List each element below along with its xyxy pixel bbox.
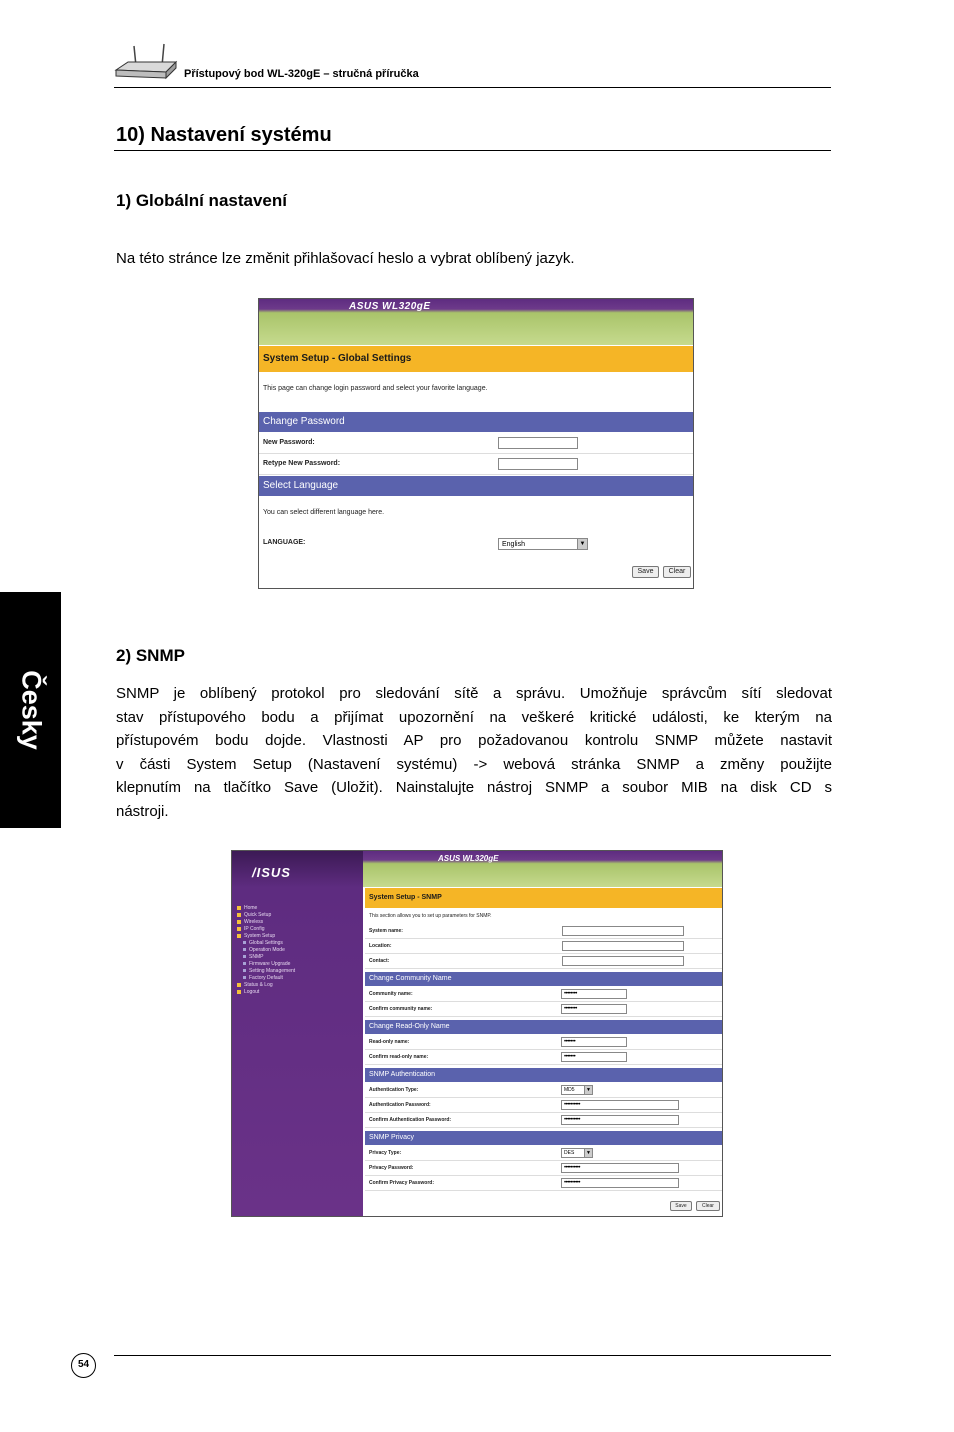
snmp-screenshot: [231, 850, 723, 1217]
privacy-heading: SNMP Privacy: [365, 1131, 722, 1145]
bullet-icon: [243, 948, 246, 951]
community-input[interactable]: ••••••••: [561, 989, 627, 999]
side-tab-label: Česky: [16, 670, 46, 750]
sidebar-item-label: Factory Default: [249, 975, 283, 981]
page-note: This page can change login password and select your favorite language.: [263, 385, 488, 392]
community-label: Community name:: [369, 991, 413, 997]
sidebar-item-label: Logout: [244, 989, 260, 995]
readonly-label: Read-only name:: [369, 1039, 410, 1045]
bullet-icon: [237, 983, 241, 987]
subsection-title-global: 1) Globální nastavení: [116, 191, 287, 210]
subsection-title-snmp: 2) SNMP: [116, 646, 185, 665]
language-value: English: [502, 541, 525, 548]
privacy-type-label: Privacy Type:: [369, 1150, 402, 1156]
auth-type-row: [365, 1083, 722, 1098]
section-title: 10) Nastavení systému: [116, 124, 332, 146]
confirm-readonly-input[interactable]: •••••••: [561, 1052, 627, 1062]
sidebar-item[interactable]: [237, 940, 295, 947]
community-row: [365, 987, 722, 1002]
auth-confirm-input[interactable]: ••••••••••: [561, 1115, 679, 1125]
privacy-type-value: DES: [564, 1150, 575, 1156]
auth-password-label: Authentication Password:: [369, 1102, 431, 1108]
language-select[interactable]: [498, 538, 588, 550]
bullet-icon: [237, 906, 241, 910]
contact-row: [365, 954, 722, 969]
snmp-line: SNMP je oblíbený protokol pro sledování sítě a správu. Umožňuje správcům sítí sledovat: [116, 685, 832, 702]
sidebar-item-label: Wireless: [244, 919, 264, 925]
new-password-row: [259, 433, 693, 454]
bullet-icon: [243, 976, 246, 979]
bullet-icon: [243, 969, 246, 972]
privacy-password-row: [365, 1161, 722, 1176]
page-title: System Setup - Global Settings: [259, 346, 693, 372]
privacy-password-label: Privacy Password:: [369, 1165, 414, 1171]
privacy-type-row: [365, 1146, 722, 1161]
chevron-down-icon: ▼: [584, 1086, 592, 1094]
sidebar-item[interactable]: [237, 919, 295, 926]
privacy-confirm-row: [365, 1176, 722, 1191]
auth-password-input[interactable]: ••••••••••: [561, 1100, 679, 1110]
retype-password-row: [259, 454, 693, 475]
sidebar-item[interactable]: [237, 926, 295, 933]
sidebar-item[interactable]: [237, 982, 295, 989]
select-language-heading: Select Language: [259, 476, 693, 496]
sidebar-item[interactable]: [237, 954, 295, 961]
page-number: 54: [71, 1353, 96, 1378]
sidebar-nav: [232, 851, 363, 1216]
sidebar-item[interactable]: [237, 905, 295, 912]
asus-logo: /ISUS: [252, 865, 291, 880]
snmp-line: přístupovém bodu dojde. Vlastnosti AP pro požadovanou kontrolu SNMP můžete nastavit: [116, 732, 832, 749]
contact-input[interactable]: [562, 956, 684, 966]
confirm-community-row: [365, 1002, 722, 1017]
save-button[interactable]: Save: [632, 566, 659, 578]
banner-title: ASUS WL320gE: [438, 854, 499, 863]
new-password-input[interactable]: [498, 437, 578, 449]
screenshot-banner: [259, 299, 693, 345]
readonly-row: [365, 1035, 722, 1050]
privacy-confirm-input[interactable]: ••••••••••: [561, 1178, 679, 1188]
contact-label: Contact:: [369, 958, 390, 964]
bullet-icon: [237, 920, 241, 924]
retype-password-label: Retype New Password:: [263, 460, 341, 467]
auth-confirm-label: Confirm Authentication Password:: [369, 1117, 452, 1123]
language-side-tab: [0, 592, 61, 828]
auth-heading: SNMP Authentication: [365, 1068, 722, 1082]
auth-password-row: [365, 1098, 722, 1113]
section-divider: [114, 150, 831, 151]
footer-divider: [114, 1355, 831, 1356]
banner-title: ASUS WL320gE: [349, 301, 431, 312]
snmp-line: v části System Setup (Nastavení systému) -> webová stránka SNMP a změny použijte: [116, 755, 832, 773]
sidebar-item-label: Firmware Upgrade: [249, 961, 291, 967]
sidebar-item[interactable]: [237, 975, 295, 982]
confirm-community-input[interactable]: ••••••••: [561, 1004, 627, 1014]
header-title: Přístupový bod WL-320gE – stručná příručka: [184, 68, 419, 80]
bullet-icon: [237, 927, 241, 931]
bullet-icon: [243, 941, 246, 944]
system-name-row: [365, 924, 722, 939]
router-icon: [114, 42, 178, 82]
sidebar-item-label: Operation Mode: [249, 947, 285, 953]
sidebar-item-label: SNMP: [249, 954, 264, 960]
location-input[interactable]: [562, 941, 684, 951]
system-name-label: System name:: [369, 928, 403, 934]
sidebar-item-label: System Setup: [244, 933, 276, 939]
location-row: [365, 939, 722, 954]
sidebar-item-label: Quick Setup: [244, 912, 272, 918]
auth-type-label: Authentication Type:: [369, 1087, 419, 1093]
sidebar-item-label: Home: [244, 905, 258, 911]
confirm-community-label: Confirm community name:: [369, 1006, 433, 1012]
clear-button[interactable]: Clear: [663, 566, 691, 578]
sidebar-item-label: Status & Log: [244, 982, 273, 988]
snmp-paragraph: [116, 682, 832, 823]
subsection-text-global: Na této stránce lze změnit přihlašovací heslo a vybrat oblíbený jazyk.: [116, 250, 575, 267]
community-heading: Change Community Name: [365, 972, 722, 986]
chevron-down-icon: ▼: [577, 539, 587, 549]
screenshot-banner: [363, 851, 722, 887]
privacy-type-select[interactable]: [561, 1148, 593, 1158]
privacy-password-input[interactable]: ••••••••••: [561, 1163, 679, 1173]
readonly-input[interactable]: •••••••: [561, 1037, 627, 1047]
bullet-icon: [243, 962, 246, 965]
sidebar-item-label: IP Config: [244, 926, 265, 932]
snmp-line: stav přístupového bodu a přijímat upozornění na veškeré kritické události, ke kterým na: [116, 708, 832, 726]
snmp-line: klepnutím na tlačítko Save (Uložit). Nainstalujte nástroj SNMP a soubor MIB na disk CD s: [116, 779, 832, 796]
sidebar-item[interactable]: [237, 968, 295, 975]
sidebar-item[interactable]: [237, 961, 295, 968]
auth-type-select[interactable]: [561, 1085, 593, 1095]
page-title: System Setup - SNMP: [365, 888, 722, 908]
sidebar-item[interactable]: [237, 989, 295, 996]
bullet-icon: [237, 913, 241, 917]
sidebar-menu: [237, 905, 295, 996]
bullet-icon: [243, 955, 246, 958]
sidebar-item[interactable]: [237, 947, 295, 954]
sidebar-item[interactable]: [237, 912, 295, 919]
chevron-down-icon: ▼: [584, 1149, 592, 1157]
location-label: Location:: [369, 943, 392, 949]
sidebar-item[interactable]: [237, 933, 295, 940]
snmp-line: nástroji.: [116, 802, 169, 820]
bullet-icon: [237, 934, 241, 938]
save-button[interactable]: Save: [670, 1201, 692, 1211]
auth-type-value: MD5: [564, 1087, 575, 1093]
retype-password-input[interactable]: [498, 458, 578, 470]
language-label: LANGUAGE:: [263, 539, 306, 546]
bullet-icon: [237, 990, 241, 994]
new-password-label: New Password:: [263, 439, 315, 446]
global-settings-screenshot: [258, 298, 694, 589]
sidebar-item-label: Global Settings: [249, 940, 283, 946]
readonly-heading: Change Read-Only Name: [365, 1020, 722, 1034]
confirm-readonly-row: [365, 1050, 722, 1065]
privacy-confirm-label: Confirm Privacy Password:: [369, 1180, 435, 1186]
clear-button[interactable]: Clear: [696, 1201, 720, 1211]
change-password-heading: Change Password: [259, 412, 693, 432]
header-divider: [114, 87, 831, 88]
language-note: You can select different language here.: [263, 509, 385, 516]
sidebar-item-label: Setting Management: [249, 968, 296, 974]
auth-confirm-row: [365, 1113, 722, 1128]
page-note: This section allows you to set up parameters for SNMP.: [369, 913, 492, 919]
confirm-readonly-label: Confirm read-only name:: [369, 1054, 429, 1060]
system-name-input[interactable]: [562, 926, 684, 936]
